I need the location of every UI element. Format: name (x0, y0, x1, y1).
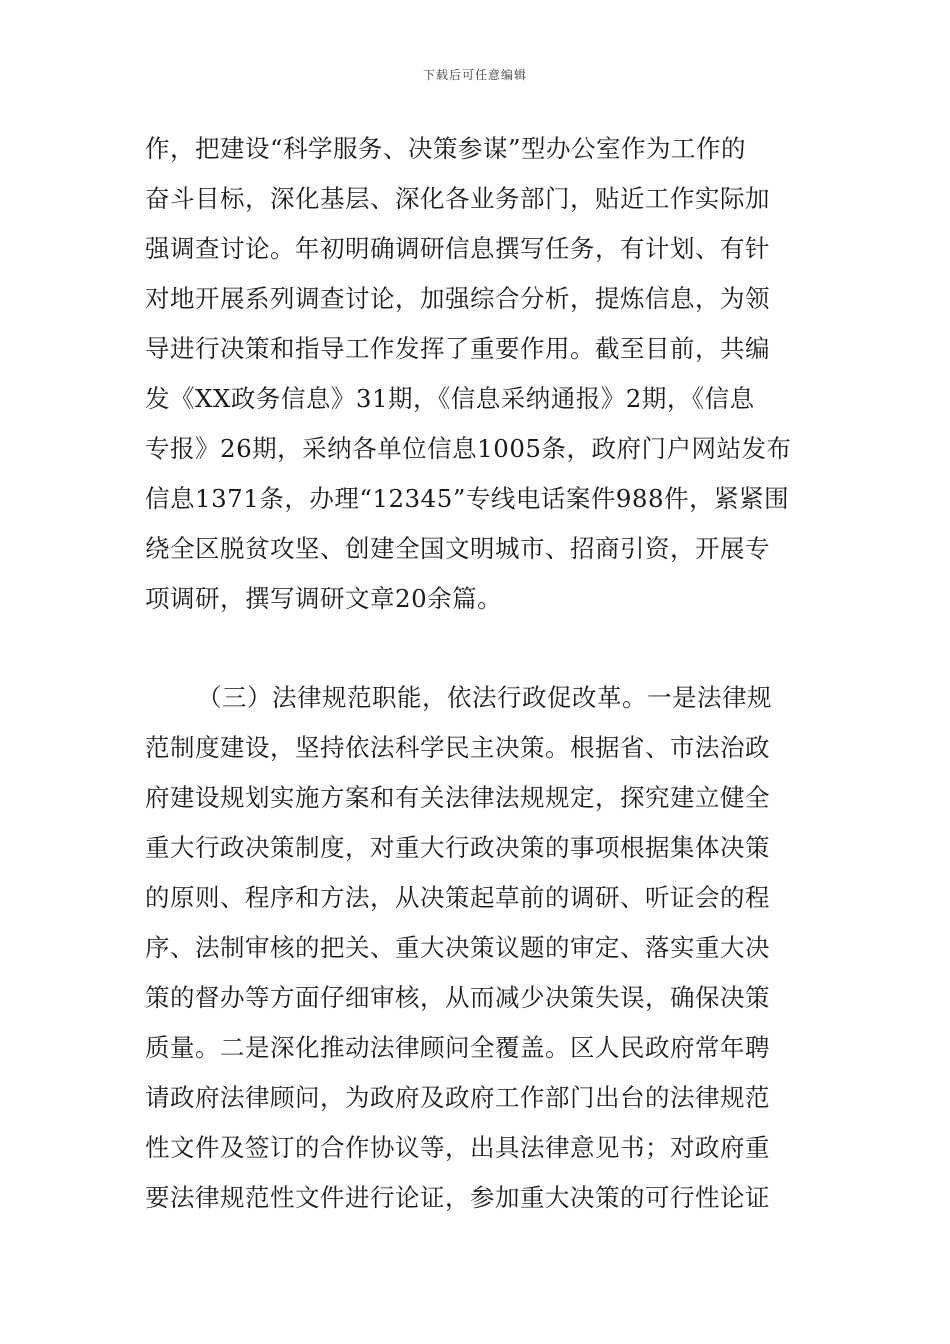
text-line: 请政府法律顾问，为政府及政府工作部门出台的法律规范 (145, 1083, 770, 1112)
text-line: 性文件及签订的合作协议等，出具法律意见书；对政府重 (145, 1133, 770, 1162)
text-line: 强调查讨论。年初明确调研信息撰写任务，有计划、有针 (145, 234, 770, 263)
text-line: 对地开展系列调查讨论，加强综合分析，提炼信息，为领 (145, 284, 770, 313)
body-paragraph-2 (145, 673, 810, 1223)
page-header-note: 下载后可任意编辑 (422, 68, 527, 82)
text-line-indented: （三）法律规范职能，依法行政促改革。一是法律规 (197, 683, 772, 712)
text-line: 质量。二是深化推动法律顾问全覆盖。区人民政府常年聘 (145, 1033, 770, 1062)
text-line: 专报》26期，采纳各单位信息1005条，政府门户网站发布 (145, 434, 792, 463)
text-line: 范制度建设，坚持依法科学民主决策。根据省、市法治政 (145, 733, 770, 762)
text-line: 项调研，撰写调研文章20余篇。 (145, 584, 503, 613)
text-line: 作，把建设“科学服务、决策参谋”型办公室作为工作的 (145, 134, 747, 163)
text-line: 策的督办等方面仔细审核，从而减少决策失误，确保决策 (145, 983, 770, 1012)
text-line: 导进行决策和指导工作发挥了重要作用。截至目前，共编 (145, 334, 770, 363)
body-paragraph-1 (145, 124, 810, 624)
text-line: 序、法制审核的把关、重大决策议题的审定、落实重大决 (145, 933, 770, 962)
text-line: 重大行政决策制度，对重大行政决策的事项根据集体决策 (145, 833, 770, 862)
text-line: 发《XX政务信息》31期，《信息采纳通报》2期，《信息 (145, 384, 755, 413)
text-line: 奋斗目标，深化基层、深化各业务部门，贴近工作实际加 (145, 184, 770, 213)
text-line: 的原则、程序和方法，从决策起草前的调研、听证会的程 (145, 883, 770, 912)
text-line: 信息1371条，办理“12345”专线电话案件988件，紧紧围 (145, 484, 790, 513)
text-line: 绕全区脱贫攻坚、创建全国文明城市、招商引资，开展专 (145, 534, 770, 563)
text-line: 府建设规划实施方案和有关法律法规规定，探究建立健全 (145, 783, 770, 812)
text-line: 要法律规范性文件进行论证，参加重大决策的可行性论证 (145, 1183, 770, 1212)
